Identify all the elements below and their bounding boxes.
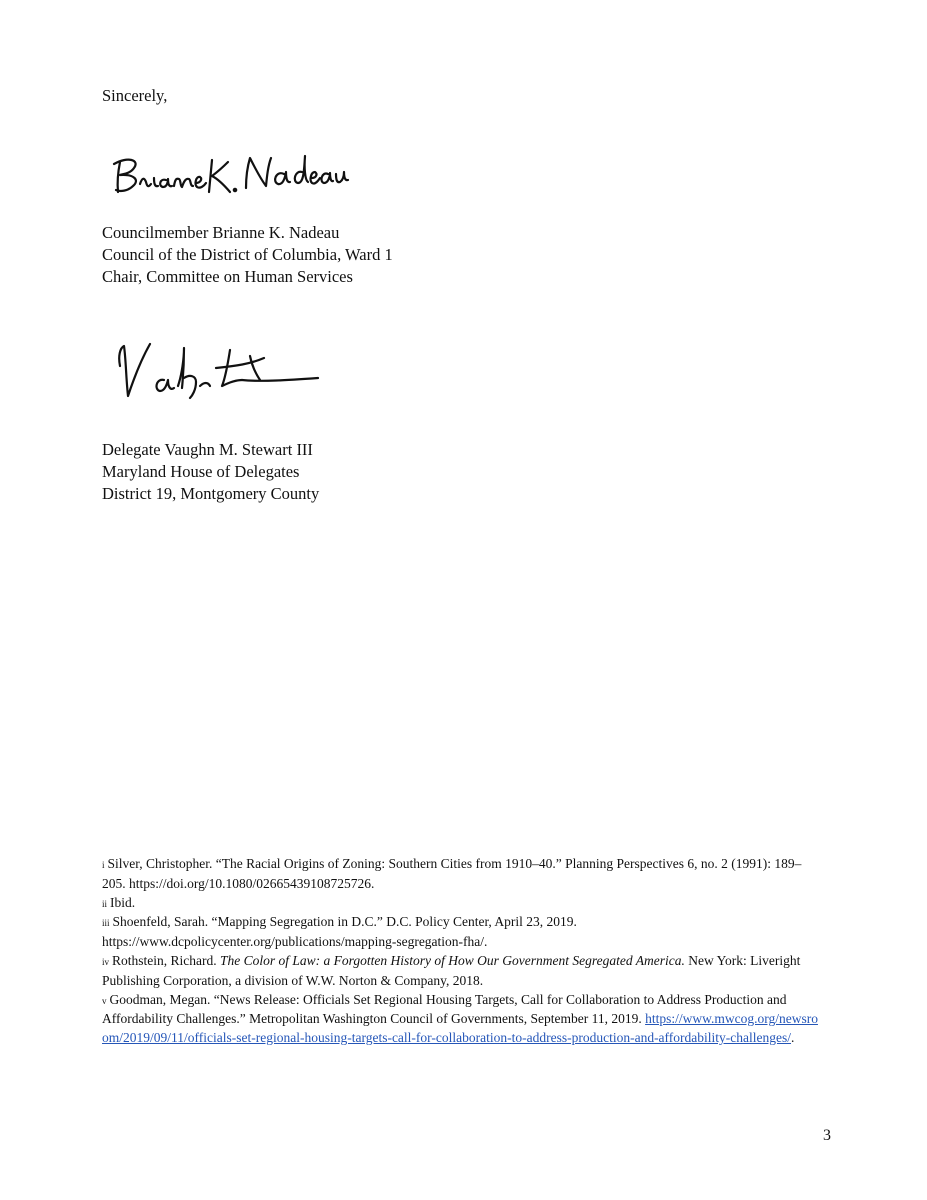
endnote-text: Ibid. [110,894,136,910]
signatory-block-stewart [102,439,319,505]
signatory-district: District 19, Montgomery County [102,484,320,503]
endnote-text: Silver, Christopher. “The Racial Origins of Zoning: Southern Cities from 1910–40.” Planning Perspectives 6, no. 2 (1991): 189–205. https://doi.org/10.1080/02665439108725726. [102,856,802,891]
endnote-iv [102,952,824,991]
signatory-affiliation: Council of the District of Columbia, Ward 1 [102,245,393,264]
endnote-marker: iii [102,918,110,929]
endnote-text: Goodman, Megan. “News Release: Officials Set Regional Housing Targets, Call for Collaboration to Address Production and Affordability Challenges.” Metropolitan Washington Council of Governments, September 11, 2019. [102,991,787,1027]
signatory-title: Councilmember Brianne K. Nadeau [102,223,340,242]
signatory-block-nadeau [102,222,393,288]
endnote-marker: ii [102,898,108,909]
endnote-marker: iv [102,956,110,967]
endnote-marker: i [102,860,105,870]
signatory-affiliation: Maryland House of Delegates [102,462,300,481]
endnote-text-before: Rothstein, Richard. [112,952,221,968]
signatory-title: Delegate Vaughn M. Stewart III [102,440,313,459]
endnotes [102,855,824,1048]
endnote-marker: v [102,995,107,1006]
signatory-role: Chair, Committee on Human Services [102,267,353,286]
signature-nadeau [100,148,350,200]
endnote-link-suffix: . [791,1030,795,1046]
endnote-link[interactable]: https://www.mwcog.org/newsroom/2019/09/11/officials-set-regional-housing-targets-call-for-collaboration-to-address-production-and-affordability-challenges/ [102,1011,818,1046]
endnote-book-title: The Color of Law: a Forgotten History of How Our Government Segregated America. [220,952,685,968]
endnote-iii [102,913,824,952]
endnote-ii [102,894,824,914]
endnote-i [102,855,824,894]
signature-stewart [100,338,330,408]
page-number: 3 [823,1127,831,1144]
closing-salutation: Sincerely, [102,86,168,105]
endnote-text: Shoenfeld, Sarah. “Mapping Segregation in D.C.” D.C. Policy Center, April 23, 2019. https://www.dcpolicycenter.org/publications/mapping-segregation-fha/. [102,914,577,950]
endnote-text-after: New York: Liveright Publishing Corporation, a division of W.W. Norton & Company, 2018. [102,952,801,988]
endnote-v [102,991,824,1048]
